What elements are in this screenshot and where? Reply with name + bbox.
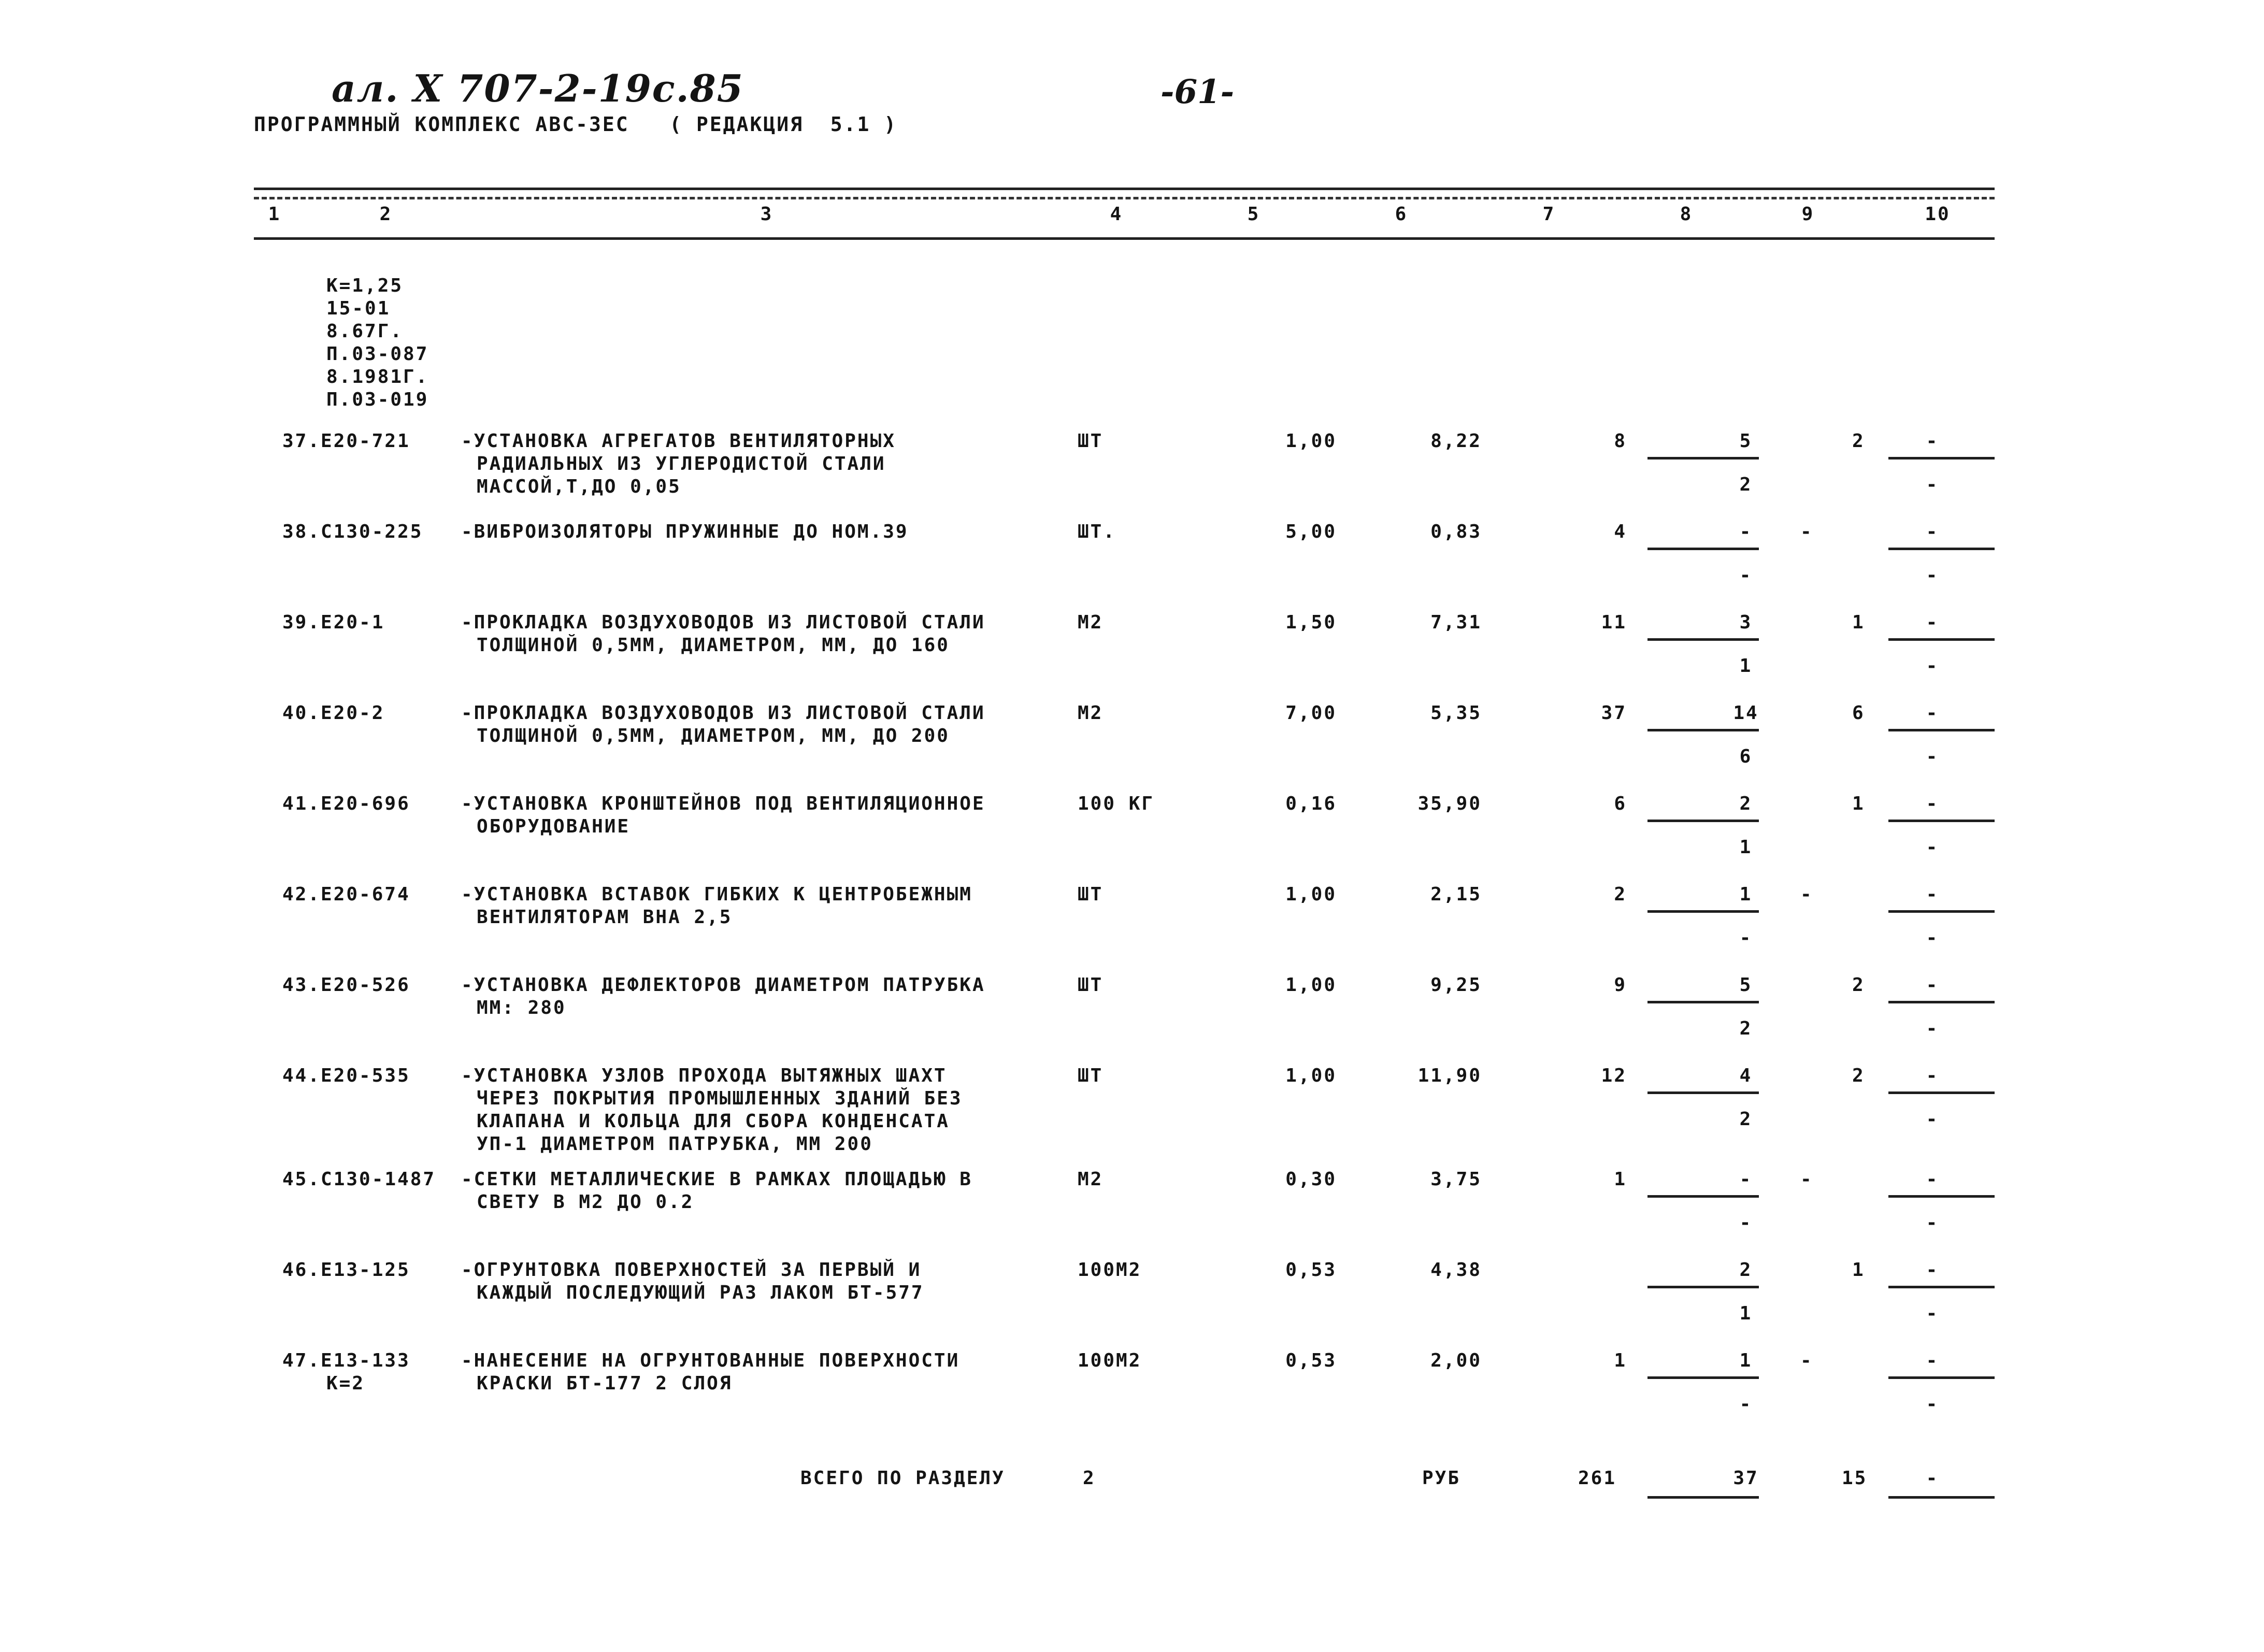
- row-col10-rule: [1888, 820, 1995, 822]
- row-col9: -: [1800, 1169, 1813, 1190]
- row-description-line: -УСТАНОВКА ВСТАВОК ГИБКИХ К ЦЕНТРОБЕЖНЫМ: [461, 884, 972, 905]
- row-col10-bottom: -: [1926, 565, 1939, 586]
- row-col7: 11: [1601, 612, 1627, 633]
- row-quantity: 7,00: [1285, 702, 1337, 724]
- total-col8-rule: [1647, 1496, 1759, 1499]
- row-code: 42.E20-674: [282, 884, 410, 905]
- row-col7: 12: [1601, 1065, 1627, 1086]
- row-col7: 9: [1614, 974, 1627, 996]
- row-col10-rule: [1888, 729, 1995, 731]
- total-col7: 261: [1578, 1468, 1616, 1489]
- row-col8-top: 5: [1739, 430, 1753, 452]
- row-description-line: РАДИАЛЬНЫХ ИЗ УГЛЕРОДИСТОЙ СТАЛИ: [477, 453, 886, 475]
- row-col10-top: -: [1926, 521, 1939, 542]
- row-price: 3,75: [1430, 1169, 1482, 1190]
- row-code: 41.E20-696: [282, 793, 410, 814]
- row-description-line: ЧЕРЕЗ ПОКРЫТИЯ ПРОМЫШЛЕННЫХ ЗДАНИЙ БЕЗ: [477, 1088, 963, 1109]
- row-col8-rule: [1647, 820, 1759, 822]
- row-col8-bottom: -: [1739, 1212, 1753, 1233]
- row-col8-rule: [1647, 910, 1759, 913]
- column-header: 2: [379, 204, 393, 225]
- row-col8-top: 1: [1739, 884, 1753, 905]
- row-col8-rule: [1647, 1286, 1759, 1288]
- row-col10-bottom: -: [1926, 1394, 1939, 1415]
- row-col9: 1: [1852, 612, 1865, 633]
- row-col8-top: 2: [1739, 1259, 1753, 1281]
- preface-line: 8.67Г.: [326, 321, 404, 342]
- row-price: 35,90: [1417, 793, 1482, 814]
- row-description-line: КЛАПАНА И КОЛЬЦА ДЛЯ СБОРА КОНДЕНСАТА: [477, 1111, 950, 1132]
- page-number: -61-: [1160, 73, 1235, 111]
- row-code: 44.E20-535: [282, 1065, 410, 1086]
- row-col8-bottom: 1: [1739, 655, 1753, 677]
- column-header: 10: [1925, 204, 1951, 225]
- row-code: 37.E20-721: [282, 430, 410, 452]
- row-col10-bottom: -: [1926, 746, 1939, 767]
- row-col9: 1: [1852, 1259, 1865, 1281]
- row-code: 47.E13-133: [282, 1350, 410, 1371]
- row-col8-rule: [1647, 1195, 1759, 1198]
- row-col9: 2: [1852, 1065, 1865, 1086]
- row-col8-bottom: 1: [1739, 837, 1753, 858]
- row-col10-rule: [1888, 1091, 1995, 1094]
- row-description-line: ТОЛЩИНОЙ 0,5ММ, ДИАМЕТРОМ, ММ, ДО 160: [477, 635, 950, 656]
- row-price: 11,90: [1417, 1065, 1482, 1086]
- row-col10-bottom: -: [1926, 927, 1939, 949]
- row-quantity: 0,30: [1285, 1169, 1337, 1190]
- row-unit: ШТ: [1078, 1065, 1104, 1086]
- row-description-line: -УСТАНОВКА ДЕФЛЕКТОРОВ ДИАМЕТРОМ ПАТРУБКА: [461, 974, 985, 996]
- row-price: 8,22: [1430, 430, 1482, 452]
- total-label: ВСЕГО ПО РАЗДЕЛУ: [800, 1468, 1005, 1489]
- row-description-line: МАССОЙ,Т,ДО 0,05: [477, 476, 681, 497]
- row-col10-top: -: [1926, 884, 1939, 905]
- row-col7: 6: [1614, 793, 1627, 814]
- row-col8-rule: [1647, 1376, 1759, 1379]
- row-unit: ШТ: [1078, 884, 1104, 905]
- row-quantity: 1,00: [1285, 974, 1337, 996]
- row-col10-bottom: -: [1926, 474, 1939, 495]
- row-col7: 1: [1614, 1350, 1627, 1371]
- row-col7: 8: [1614, 430, 1627, 452]
- row-col10-bottom: -: [1926, 1018, 1939, 1039]
- row-quantity: 1,00: [1285, 884, 1337, 905]
- row-description-line: -ОГРУНТОВКА ПОВЕРХНОСТЕЙ ЗА ПЕРВЫЙ И: [461, 1259, 922, 1281]
- column-header: 4: [1110, 204, 1123, 225]
- row-col10-rule: [1888, 1195, 1995, 1198]
- row-col8-bottom: -: [1739, 927, 1753, 949]
- row-description-line: -ВИБРОИЗОЛЯТОРЫ ПРУЖИННЫЕ ДО НОМ.39: [461, 521, 909, 542]
- row-col10-bottom: -: [1926, 1303, 1939, 1324]
- column-header: 6: [1395, 204, 1408, 225]
- row-description-line: -НАНЕСЕНИЕ НА ОГРУНТОВАННЫЕ ПОВЕРХНОСТИ: [461, 1350, 960, 1371]
- row-code: 40.E20-2: [282, 702, 385, 724]
- row-description-line: -ПРОКЛАДКА ВОЗДУХОВОДОВ ИЗ ЛИСТОВОЙ СТАЛИ: [461, 612, 985, 633]
- column-header: 8: [1680, 204, 1693, 225]
- table-top-dashed-rule: [254, 197, 1995, 199]
- row-col10-bottom: -: [1926, 1109, 1939, 1130]
- row-unit: М2: [1078, 1169, 1104, 1190]
- row-col8-rule: [1647, 548, 1759, 550]
- row-description-line: ОБОРУДОВАНИЕ: [477, 816, 631, 837]
- row-col10-rule: [1888, 1376, 1995, 1379]
- table-top-rule: [254, 188, 1995, 190]
- row-col10-rule: [1888, 457, 1995, 459]
- row-unit: М2: [1078, 612, 1104, 633]
- program-title: ПРОГРАММНЫЙ КОМПЛЕКС АВС-3ЕС ( РЕДАКЦИЯ 5.1 ): [254, 113, 898, 136]
- row-price: 4,38: [1430, 1259, 1482, 1281]
- row-col10-bottom: -: [1926, 655, 1939, 677]
- row-col10-bottom: -: [1926, 837, 1939, 858]
- row-code-coefficient: K=2: [326, 1373, 365, 1394]
- row-col8-rule: [1647, 1001, 1759, 1003]
- row-col8-top: -: [1739, 1169, 1753, 1190]
- preface-line: K=1,25: [326, 275, 404, 296]
- handwritten-reference: ал. X 707-2-19с.85: [332, 66, 744, 110]
- row-quantity: 1,00: [1285, 1065, 1337, 1086]
- row-unit: ШТ.: [1078, 521, 1116, 542]
- row-col8-bottom: 1: [1739, 1303, 1753, 1324]
- row-col10-bottom: -: [1926, 1212, 1939, 1233]
- row-col10-rule: [1888, 910, 1995, 913]
- total-col9: 15: [1842, 1468, 1868, 1489]
- row-description-line: ТОЛЩИНОЙ 0,5ММ, ДИАМЕТРОМ, ММ, ДО 200: [477, 725, 950, 746]
- row-description-line: УП-1 ДИАМЕТРОМ ПАТРУБКА, ММ 200: [477, 1133, 873, 1155]
- row-price: 0,83: [1430, 521, 1482, 542]
- row-unit: М2: [1078, 702, 1104, 724]
- row-col10-rule: [1888, 638, 1995, 641]
- row-unit: ШТ: [1078, 430, 1104, 452]
- row-description-line: СВЕТУ В М2 ДО 0.2: [477, 1191, 694, 1213]
- row-unit: 100М2: [1078, 1259, 1142, 1281]
- row-description-line: -УСТАНОВКА КРОНШТЕЙНОВ ПОД ВЕНТИЛЯЦИОННОЕ: [461, 793, 985, 814]
- preface-line: П.03-019: [326, 389, 429, 410]
- row-col8-top: 5: [1739, 974, 1753, 996]
- row-col10-rule: [1888, 548, 1995, 550]
- row-col8-rule: [1647, 457, 1759, 459]
- row-description-line: -УСТАНОВКА АГРЕГАТОВ ВЕНТИЛЯТОРНЫХ: [461, 430, 896, 452]
- row-unit: ШТ: [1078, 974, 1104, 996]
- row-col9: 2: [1852, 430, 1865, 452]
- row-quantity: 1,50: [1285, 612, 1337, 633]
- row-col9: -: [1800, 884, 1813, 905]
- row-description-line: -ПРОКЛАДКА ВОЗДУХОВОДОВ ИЗ ЛИСТОВОЙ СТАЛИ: [461, 702, 985, 724]
- row-col7: 2: [1614, 884, 1627, 905]
- row-col8-top: 1: [1739, 1350, 1753, 1371]
- total-col10: -: [1926, 1468, 1939, 1489]
- column-header: 1: [268, 204, 281, 225]
- row-col8-top: 3: [1739, 612, 1753, 633]
- column-header: 3: [760, 204, 773, 225]
- preface-line: 8.1981Г.: [326, 366, 429, 387]
- row-col7: 37: [1601, 702, 1627, 724]
- row-col9: -: [1800, 521, 1813, 542]
- row-col10-top: -: [1926, 1350, 1939, 1371]
- row-quantity: 5,00: [1285, 521, 1337, 542]
- row-quantity: 0,16: [1285, 793, 1337, 814]
- row-col10-rule: [1888, 1001, 1995, 1003]
- row-col10-top: -: [1926, 702, 1939, 724]
- row-col8-bottom: 2: [1739, 1018, 1753, 1039]
- row-quantity: 1,00: [1285, 430, 1337, 452]
- row-col8-bottom: -: [1739, 1394, 1753, 1415]
- row-col9: 1: [1852, 793, 1865, 814]
- row-quantity: 0,53: [1285, 1350, 1337, 1371]
- row-col8-rule: [1647, 638, 1759, 641]
- row-col9: 2: [1852, 974, 1865, 996]
- row-col10-top: -: [1926, 430, 1939, 452]
- row-col9: -: [1800, 1350, 1813, 1371]
- row-price: 9,25: [1430, 974, 1482, 996]
- row-col8-bottom: 2: [1739, 1109, 1753, 1130]
- row-col8-bottom: 2: [1739, 474, 1753, 495]
- row-col7: 1: [1614, 1169, 1627, 1190]
- row-col8-bottom: 6: [1739, 746, 1753, 767]
- total-unit: РУБ: [1422, 1468, 1461, 1489]
- row-col8-top: 2: [1739, 793, 1753, 814]
- row-col9: 6: [1852, 702, 1865, 724]
- row-code: 39.E20-1: [282, 612, 385, 633]
- row-code: 45.C130-1487: [282, 1169, 436, 1190]
- row-col8-rule: [1647, 729, 1759, 731]
- preface-line: П.03-087: [326, 343, 429, 365]
- row-col10-top: -: [1926, 1259, 1939, 1281]
- row-col8-top: 4: [1739, 1065, 1753, 1086]
- row-col10-rule: [1888, 1286, 1995, 1288]
- row-col8-bottom: -: [1739, 565, 1753, 586]
- row-description-line: КАЖДЫЙ ПОСЛЕДУЮЩИЙ РАЗ ЛАКОМ БТ-577: [477, 1282, 924, 1303]
- row-price: 2,00: [1430, 1350, 1482, 1371]
- row-col10-top: -: [1926, 1169, 1939, 1190]
- row-description-line: ВЕНТИЛЯТОРАМ ВНА 2,5: [477, 907, 733, 928]
- row-price: 5,35: [1430, 702, 1482, 724]
- row-unit: 100М2: [1078, 1350, 1142, 1371]
- column-header: 5: [1247, 204, 1260, 225]
- row-description-line: КРАСКИ БТ-177 2 СЛОЯ: [477, 1373, 733, 1394]
- total-section: 2: [1083, 1468, 1096, 1489]
- row-col8-rule: [1647, 1091, 1759, 1094]
- row-description-line: ММ: 280: [477, 997, 566, 1018]
- column-header-row: [0, 203, 2264, 229]
- row-price: 2,15: [1430, 884, 1482, 905]
- row-col10-top: -: [1926, 974, 1939, 996]
- row-code: 38.C130-225: [282, 521, 423, 542]
- row-col8-top: -: [1739, 521, 1753, 542]
- row-code: 43.E20-526: [282, 974, 410, 996]
- row-code: 46.E13-125: [282, 1259, 410, 1281]
- row-col7: 4: [1614, 521, 1627, 542]
- row-description-line: -СЕТКИ МЕТАЛЛИЧЕСКИЕ В РАМКАХ ПЛОЩАДЬЮ В: [461, 1169, 972, 1190]
- row-col10-top: -: [1926, 793, 1939, 814]
- row-col8-top: 14: [1733, 702, 1759, 724]
- row-col10-top: -: [1926, 612, 1939, 633]
- column-header: 7: [1542, 204, 1556, 225]
- column-header: 9: [1801, 204, 1815, 225]
- column-header-rule: [254, 237, 1995, 240]
- total-col8: 37: [1733, 1468, 1759, 1489]
- row-quantity: 0,53: [1285, 1259, 1337, 1281]
- preface-line: 15-01: [326, 298, 391, 319]
- row-unit: 100 КГ: [1078, 793, 1155, 814]
- row-col10-top: -: [1926, 1065, 1939, 1086]
- total-col10-rule: [1888, 1496, 1995, 1499]
- row-description-line: -УСТАНОВКА УЗЛОВ ПРОХОДА ВЫТЯЖНЫХ ШАХТ: [461, 1065, 947, 1086]
- row-price: 7,31: [1430, 612, 1482, 633]
